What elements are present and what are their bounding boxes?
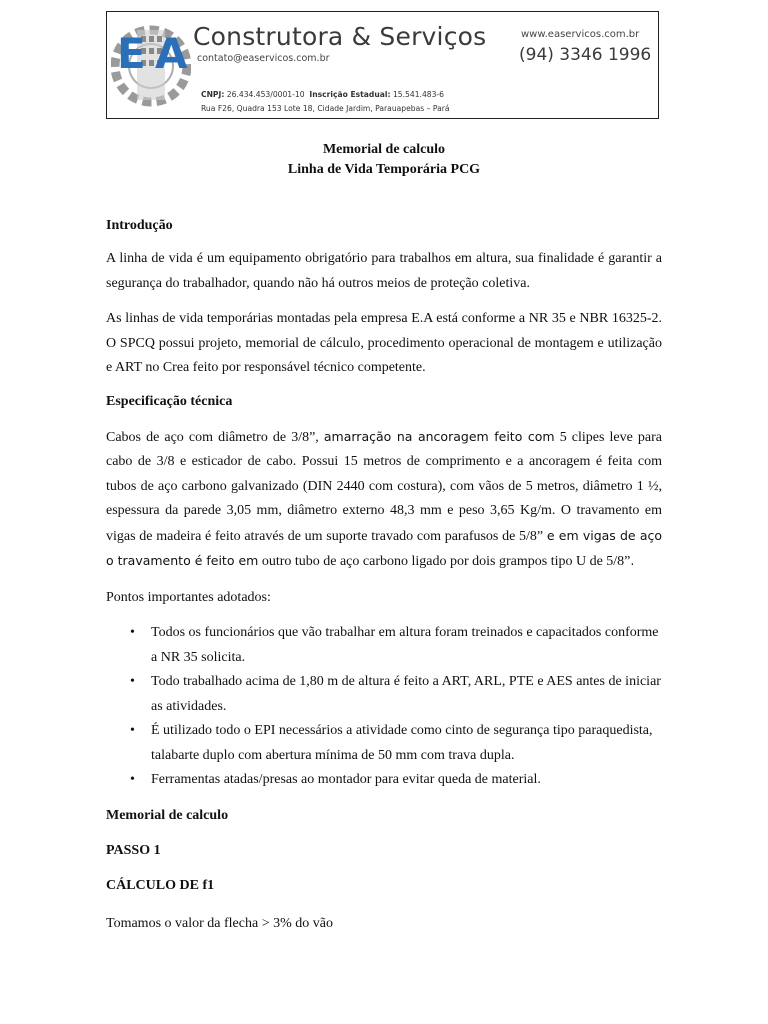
bullet-icon: • [130,625,135,640]
list-item [106,719,662,768]
company-phone: (94) 3346 1996 [519,45,652,65]
calc-step: PASSO 1 [106,842,161,858]
company-email: contato@easervicos.com.br [197,53,330,64]
document-title [106,140,662,180]
list-item-text: Ferramentas atadas/presas ao montador para evitar queda de material. [151,772,541,787]
document-body [106,217,662,936]
list-item [106,670,662,719]
bullet-icon: • [130,772,135,787]
ie-label: Inscrição Estadual: [309,90,391,99]
cnpj-label: CNPJ: [201,90,225,99]
company-address: Rua F26, Quadra 153 Lote 18, Cidade Jardim, Parauapebas – Pará [201,104,450,113]
title-line-1: Memorial de calculo [322,142,446,157]
company-name: Construtora & Serviços [193,22,487,51]
list-item [106,768,662,793]
company-registration [201,90,444,99]
logo-letter-e: E [117,29,146,78]
list-item [106,621,662,670]
bullet-icon: • [130,674,135,689]
spec-text-d: e em vigas de aço o travamento é feito em [106,527,663,568]
bullet-icon: • [130,723,135,738]
logo-letter-a: A [155,29,188,78]
ie-value: 15.541.483-6 [392,90,445,99]
spec-text-b: amarração na ancoragem feito com [323,428,555,444]
letterhead [106,11,659,119]
spec-text-e: outro tubo de aço carbono ligado por dois grampos tipo U de 5/8” [258,554,631,569]
intro-paragraph-1: A linha de vida é um equipamento obrigatório para trabalhos em altura, sua finalidade é garantir a segurança do trabalhador, quando não há outros meios de proteção coletiva. [106,251,662,291]
spec-text-f: . [630,553,635,568]
cnpj-value: 26.434.453/0001-10 [226,90,305,99]
company-logo-icon [111,16,191,114]
list-item-text: Todos os funcionários que vão trabalhar em altura foram treinados e capacitados conforme a NR 35 solicita. [151,625,659,665]
list-item-text: É utilizado todo o EPI necessários a atividade como cinto de segurança tipo paraquedista, talabarte duplo com abertura mínima de 50 mm com trava dupla. [151,723,653,763]
points-intro: Pontos importantes adotados: [106,589,271,605]
points-list [106,621,662,793]
company-website: www.easervicos.com.br [521,29,640,40]
spec-text-c: 5 clipes leve para cabo de 3/8 e esticador de cabo. Possui 15 metros de comprimento e a ancoragem é feita com tubos de aço carbono galvanizado (DIN 2440 com costura), com vãos de 5 metros, diâmetro 1 ½, espessura da parede 3,05 mm, diâmetro externo 48,3 mm e peso 3,65 Kg/m. O travamento em vigas de madeira é feito através de um suporte travado com parafusos de 5/8” [106,429,662,544]
calc-subheading: CÁLCULO DE f1 [106,877,215,893]
title-line-2: Linha de Vida Temporária PCG [287,162,481,177]
intro-heading: Introdução [106,218,173,233]
calc-text: Tomamos o valor da flecha > 3% do vão [106,915,333,931]
spec-heading: Especificação técnica [106,393,233,409]
spec-text-a: Cabos de aço com diâmetro de 3/8”, [106,429,324,445]
calc-heading: Memorial de calculo [106,807,229,823]
spec-paragraph [106,425,662,575]
intro-paragraph-2: As linhas de vida temporárias montadas pela empresa E.A está conforme a NR 35 e NBR 16325-2. O SPCQ possui projeto, memorial de cálculo, procedimento operacional de montagem e utilização e ART no Crea feito por responsável técnico competente. [106,311,662,375]
list-item-text: Todo trabalhado acima de 1,80 m de altura é feito a ART, ARL, PTE e AES antes de iniciar as atividades. [151,674,661,714]
